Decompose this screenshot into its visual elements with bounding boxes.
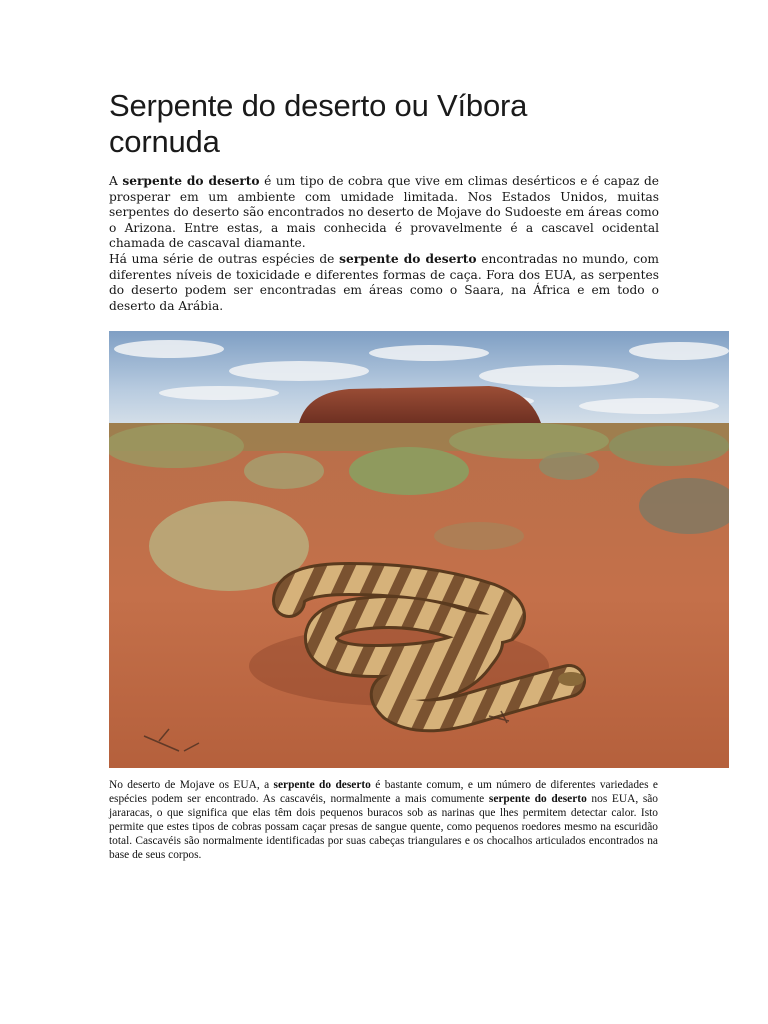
bold-term: serpente do deserto — [488, 793, 587, 806]
text-run: é bastante comum, e um número de diferentes variedades e espécies podem ser encontrado. As cascavéis, normalmente a mais comumente — [109, 779, 658, 806]
text-run: é um tipo de cobra que vive em climas desérticos e é capaz de prosperar em um ambiente com umidade limitada. Nos Estados Unidos, muitas serpentes do deserto são encontrados no deserto de Mojave do Sudoeste em áreas como o Arizona. Entre estas, a mais conhecida é provavelmente é a cascavel ocidental chamada de cascaval diamante. — [109, 174, 659, 251]
text-run: No deserto de Mojave os EUA, a — [109, 779, 274, 791]
bold-term: serpente do deserto — [339, 251, 477, 266]
text-run: A — [109, 174, 123, 188]
page-title — [109, 88, 659, 160]
text-run: Há uma série de outras espécies de — [109, 251, 340, 266]
desert-snake-photo — [109, 331, 729, 768]
bold-term: serpente do deserto — [273, 779, 371, 791]
title-line-1: Serpente do deserto ou Víbora — [109, 88, 528, 123]
text-run: nos EUA, são jararacas, o que significa que elas têm dois pequenos buracos sob as narinas que lhes permitem detectar calor. Isto permite que estes tipos de cobras possam caçar presas de sangue quente, como pequenos roedores mesmo na escuridão total. Cascavéis são normalmente identificadas por suas cabeças triangulares e os chocalhos articulados encontrados na base de seus corpos. — [109, 793, 659, 862]
rock-formation — [299, 386, 541, 423]
title-line-2: cornuda — [109, 124, 220, 159]
document-page — [109, 88, 659, 314]
text-run: encontradas no mundo, com diferentes níveis de toxicidade e diferentes formas de caça. Fora dos EUA, as serpentes do deserto podem ser encontradas em áreas como o Saara, na África e em todo o deserto da Arábia. — [109, 251, 659, 313]
bold-term: serpente do deserto — [122, 174, 260, 188]
photo-caption — [109, 778, 658, 863]
species-paragraph — [109, 252, 659, 314]
intro-paragraph — [109, 174, 659, 252]
